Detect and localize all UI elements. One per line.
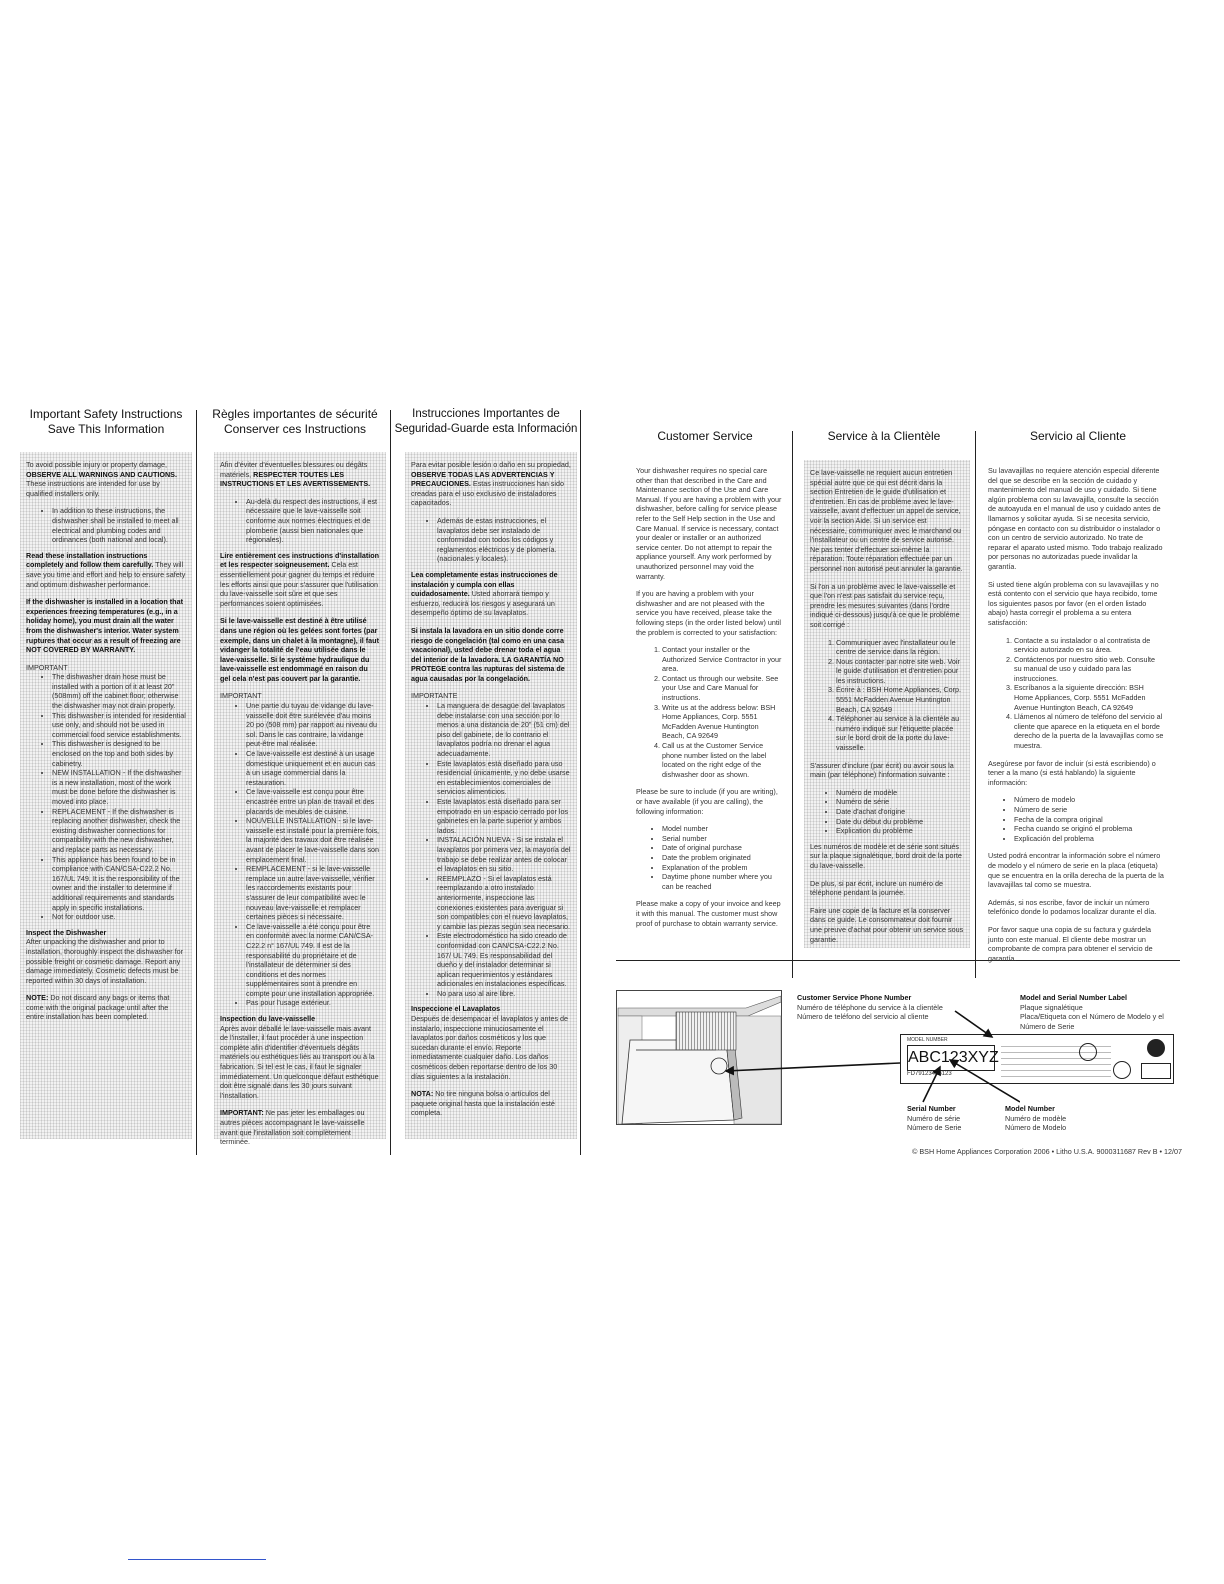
rating-label-model-header: MODEL NUMBER — [907, 1037, 948, 1043]
caption-model-title: Model Number — [1005, 1104, 1055, 1113]
es-inspect: Después de desempacar el lavaplatos y antes de instalarlo, inspeccione minuciosamente el lavaplatos por daños cosméticos y los que sucedan durante el envío. Reporte inmediatamente cualquier daño. Los daños cosméticos deben reportarse dentro de los 30 días siguientes a la instalación. — [411, 1014, 569, 1081]
cs-es-step: 4. Llámenos al número de teléfono del servicio al cliente que aparece en la etiqueta en el borde derecho de la puerta de la lavavajillas como se muestra. — [1014, 712, 1164, 750]
en-inspect-title: Inspect the Dishwasher — [26, 927, 107, 937]
caption-serial-es: Número de Serie — [907, 1123, 962, 1132]
es-imp-item: • INSTALACIÓN NUEVA - Si se instala el lavaplatos por primera vez, la mayoría del trabajo se debe realizar antes de colocar el lavaplatos en su sitio. — [437, 835, 571, 873]
bottom-link-underline — [128, 1559, 266, 1560]
arrow-serial — [923, 1067, 940, 1102]
cs-fr-p5: De plus, si par écrit, inclure un numéro de téléphone pendant la journée. — [810, 878, 944, 898]
fr-imp-item: • Une partie du tuyau de vidange du lave-vaisselle doit être surélevée d'au moins 20 po (508 mm) par rapport au niveau du sol. Dans le cas contraire, la vidange peut-être mal réalisée. — [246, 701, 380, 749]
header-es — [392, 407, 580, 437]
caption-phone-fr: Numéro de téléphone du service à la clientèle — [797, 1002, 943, 1012]
cs-es-p5: Además, si nos escribe, favor de incluir un número telefónico donde lo podamos localizar durante el día. — [988, 897, 1157, 917]
divider-left-3 — [580, 410, 581, 1155]
cs-es-p2: Si usted tiene algún problema con su lavavajillas y no está contento con el servicio que haya recibido, tome los siguientes pasos por favor (en el orden listado abajo) hasta corregir el problema a su entera satisfacción: — [988, 579, 1159, 627]
fr-bullet1: • Au-delà du respect des instructions, il est nécessaire que le lave-vaisselle soit conforme aux normes électriques et de plomberie (aussi bien nationales que régionales). — [246, 497, 380, 545]
cs-es-info-item: • Fecha cuando se originó el problema — [1014, 824, 1164, 834]
cs-es-step: 3. Escríbanos a la siguiente dirección: BSH Home Appliances, Corp. 5551 McFadden Avenue Huntington Beach, CA 92649 — [1014, 683, 1164, 712]
es-intro2: Estas instrucciones han sido creadas para el uso exclusivo de instaladores capacitados. — [411, 479, 564, 508]
cs-es-info-item: • Número de serie — [1014, 805, 1164, 815]
cs-fr-info — [810, 788, 964, 836]
es-inspect-title: Inspeccione el Lavaplatos — [411, 1004, 501, 1014]
cs-header-fr: Service à la Clientèle — [827, 429, 941, 443]
ul-logo-icon — [1079, 1043, 1097, 1061]
caption-model-es: Número de Modelo — [1005, 1123, 1067, 1132]
fr-imp-item: • Ce lave-vaisselle a été conçu pour être en conformité avec la norme CAN/CSA-C22.2 n° 167/UL 749. Il est de la responsabilité du propriétaire et de l'installateur de déterminer si des conditions et des normes supplémentaires sont à prendre en compte pour une installation appropriée. — [246, 922, 380, 999]
caption-model-fr: Numéro de modèle — [1005, 1113, 1067, 1123]
fr-note: Ne pas jeter les emballages ou autres pièces accompagnant le lave-vaisselle avant que l'installation soit complètement terminée. — [220, 1108, 365, 1147]
cs-fr-info-item: • Numéro de modèle — [836, 788, 964, 798]
cs-fr-p1: Ce lave-vaisselle ne requiert aucun entretien spécial autre que ce qui est décrit dans la section Entretien de le guide d'utilisation et d'entretien. En cas de problème avec le lave-vaisselle, avant d'effectuer un appel de service, voir la section Aide. Si un service est nécessaire, communiquer avec le marchand ou l'installateur ou un centre de service autorisé. Ne pas tenter d'effectuer soi-même la réparation. Toute réparation effectuée par un personnel non autorisé peut annuler la garantie. — [810, 468, 963, 573]
cs-fr-step: 2. Nous contacter par notre site web. Voir le guide d'utilisation et d'entretien pour les instructions. — [836, 657, 964, 686]
caption-serial — [907, 1104, 1007, 1133]
cs-en-step: 2. Contact us through our website. See your Use and Care Manual for instructions. — [662, 674, 782, 703]
cs-fr-info-item: • Numéro de série — [836, 797, 964, 807]
en-read-bold: Read these installation instructions completely and follow them carefully. — [26, 550, 154, 570]
caption-label-fr: Plaque signalétique — [1020, 1002, 1083, 1012]
cs-en-step: 4. Call us at the Customer Service phone number listed on the label located on the right edge of the dishwasher door as shown. — [662, 741, 782, 779]
arrow-model — [950, 1060, 1020, 1102]
en-note: Do not discard any bags or items that come with the original package until after the entire installation has been completed. — [26, 993, 170, 1022]
cs-fr-info-item: • Date d'achat d'origine — [836, 807, 964, 817]
es-freeze: Si instala la lavadora en un sitio donde corre riesgo de congelación (tal como en una casa vacacional), usted debe drenar toda el agua del interior de la lavadora. LA GARANTÍA NO PROTEGE contra las rupturas del sistema de agua causadas por la congelación. — [411, 625, 565, 683]
cs-en-info-item: • Explanation of the problem — [662, 863, 782, 873]
fr-intro: Afin d'éviter d'éventuelles blessures ou dégâts matériels, — [220, 460, 368, 479]
en-intro: To avoid possible injury or property damage, — [26, 460, 168, 469]
en-important: IMPORTANT — [26, 662, 68, 672]
cs-en-info — [636, 824, 782, 891]
cs-en-p1: Your dishwasher requires no special care other than that described in the Care and Maintenance section of the Use and Care Manual. If you are having a problem with your dishwasher, before calling for service please refer to the Self Help section in the Use and Care Manual. If service is necessary, contact your dealer or installer or an authorized service center. Do not attempt to repair the appliance yourself. Any work performed by unauthorized personnel may void the warranty. — [636, 466, 782, 581]
caption-phone-es: Número de teléfono del servicio al cliente — [797, 1012, 929, 1021]
cs-es-info — [988, 795, 1164, 843]
fr-imp-item: • NOUVELLE INSTALLATION - si le lave-vaisselle est installé pour la première fois, la majorité des travaux doit être réalisée avant de placer le lave-vaisselle dans son emplacement final. — [246, 816, 380, 864]
fr-imp-item: • Pas pour l'usage extérieur. — [246, 998, 380, 1008]
header-en-line2: Save This Information — [47, 422, 165, 436]
fr-important-list — [220, 701, 380, 1008]
cs-en-steps — [636, 645, 782, 779]
es-intro: Para evitar posible lesión o daño en su propiedad, — [411, 460, 571, 469]
cs-es-steps — [988, 636, 1164, 751]
header-fr-line1: Règles importantes de sécurité — [212, 407, 378, 421]
en-imp-item: • NEW INSTALLATION - If the dishwasher is a new installation, most of the work must be done before the dishwasher is moved into place. — [52, 768, 186, 806]
cs-es-info-item: • Explicación del problema — [1014, 834, 1164, 844]
cs-col-es — [984, 458, 1168, 979]
es-note-label: NOTA: — [411, 1089, 434, 1099]
cs-fr-p3: S'assurer d'inclure (par écrit) ou avoir sous la main (par téléphone) l'information suivante : — [810, 760, 954, 780]
caption-serial-fr: Numéro de série — [907, 1113, 961, 1123]
rating-label-model-box: ABC123XYZ — [907, 1045, 995, 1071]
caption-label-es: Placa/Etiqueta con el Número de Modelo y el Número de Serie — [1020, 1012, 1164, 1031]
cs-es-info-item: • Número de modelo — [1014, 795, 1164, 805]
fr-inspect-title: Inspection du lave-vaisselle — [220, 1014, 316, 1024]
en-bullet1: • In addition to these instructions, the dishwasher shall be installed to meet all electrical and plumbing codes and ordinances (both national and local). — [52, 506, 186, 544]
cs-es-step: 1. Contacte a su instalador o al contratista de servicio autorizado en su área. — [1014, 636, 1164, 655]
divider-right-1 — [792, 431, 793, 978]
en-imp-item: • This dishwasher is intended for residential use only, and should not be used in commercial food service establishments. — [52, 711, 186, 740]
cs-fr-info-item: • Explication du problème — [836, 826, 964, 836]
en-imp-item: • This dishwasher is designed to be enclosed on the top and both sides by cabinetry. — [52, 739, 186, 768]
cs-en-info-item: • Model number — [662, 824, 782, 834]
fr-inspect: Après avoir déballé le lave-vaisselle mais avant de l'installer, il faut procéder à une inspection complète afin d'identifier d'éventuels dégâts matériels ou esthétiques liés au transport ou à la fabrication. Si tel est le cas, il faut le signaler immédiatement. Un quelconque défaut esthétique doit être signalé dans les 30 jours suivant l'installation. — [220, 1023, 379, 1100]
cs-es-step: 2. Contáctenos por nuestro sitio web. Consulte su manual de uso y cuidado para las instrucciones. — [1014, 655, 1164, 684]
divider-left-2 — [390, 410, 391, 1155]
cs-en-step: 3. Write us at the address below: BSH Home Appliances, Corp. 5551 McFadden Avenue Huntington Beach, CA 92649 — [662, 703, 782, 741]
en-inspect: After unpacking the dishwasher and prior to installation, thoroughly inspect the dishwasher for possible freight or cosmetic damage. Report any damage immediately. Cosmetic defects must be reported within 30 days of installation. — [26, 937, 184, 985]
fr-imp-item: • REMPLACEMENT - si le lave-vaisselle remplace un autre lave-vaisselle, vérifier les raccordements existants pour s'assurer de leur compatibilité avec le nouveau lave-vaisselle et remplacer certaines pièces si nécessaire. — [246, 864, 380, 922]
en-imp-item: • REPLACEMENT - If the dishwasher is replacing another dishwasher, check the existing dishwasher connections for compatibility with the new dishwasher, and replace parts as necessary. — [52, 807, 186, 855]
fr-freeze: Si le lave-vaisselle est destiné à être utilisé dans une région où les gelées sont fortes (par exemple, dans un chalet à la montagne), il faut vidanger la totalité de l'eau utilisée dans le lave-vaisselle. Si le système hydraulique du lave-vaisselle est endommagé en raison du gel cela n'est pas couvert par la garantie. — [220, 616, 379, 683]
fr-read: Cela est essentiellement pour gagner du temps et réduire les efforts ainsi que pour s'assurer que l'utilisation du lave-vaisselle soit sûre et que ses performances soient optimisées. — [220, 560, 379, 608]
safety-panel-fr — [214, 452, 386, 1147]
cs-en-info-item: • Date the problem originated — [662, 853, 782, 863]
fr-note-label: IMPORTANT: — [220, 1108, 264, 1118]
fr-imp-item: • Ce lave-vaisselle est destiné à un usage domestique uniquement et en aucun cas à un usage commercial dans la restauration. — [246, 749, 380, 787]
cs-fr-p2: Si l'on a un problème avec le lave-vaisselle et que l'on n'est pas satisfait du service reçu, prendre les mesures suivantes (dans l'ordre indiqué ci-dessous) jusqu'à ce que le problème soit corrigé : — [810, 581, 960, 629]
en-important-list — [26, 672, 186, 921]
cs-es-p3: Asegúrese por favor de incluir (si está escribiendo) o tener a la mano (si está hablando) la siguiente información: — [988, 758, 1156, 787]
cs-header-en: Customer Service — [657, 429, 753, 443]
safety-panel-en — [20, 452, 192, 1139]
cs-fr-p6: Faire une copie de la facture et la conserver dans ce guide. Le consommateur doit fournir une preuve d'achat pour obtenir un service sous garantie. — [810, 905, 964, 944]
cs-header-es: Servicio al Cliente — [1029, 429, 1127, 443]
cs-fr-step: 1. Communiquer avec l'installateur ou le centre de service dans la région. — [836, 638, 964, 657]
en-imp-item: • Not for outdoor use. — [52, 912, 186, 922]
cs-fr-step: 3. Écrire à : BSH Home Appliances, Corp. 5551 McFadden Avenue Huntington Beach, CA 92649 — [836, 685, 964, 714]
cs-fr-steps — [810, 638, 964, 753]
en-note-label: NOTE: — [26, 993, 49, 1003]
es-important-list — [411, 701, 571, 998]
etl-logo-icon — [1113, 1061, 1131, 1079]
header-en-line1: Important Safety Instructions — [29, 407, 183, 421]
diagram-arrows — [720, 1002, 1020, 1105]
cs-en-info-item: • Date of original purchase — [662, 843, 782, 853]
caption-serial-title: Serial Number — [907, 1104, 956, 1113]
en-imp-item: • This appliance has been found to be in compliance with CAN/CSA-C22.2 No. 167/UL 749. It is the responsibility of the owner and the installer to determine if additional requirements and standards apply in specific installations. — [52, 855, 186, 913]
header-fr — [200, 407, 390, 437]
header-es-line2: Seguridad-Guarde esta Información — [394, 423, 578, 435]
footer-copyright: © BSH Home Appliances Corporation 2006 • Litho U.S.A. 9000311687 Rev B • 12/07 — [912, 1147, 1182, 1156]
divider-right-2 — [975, 431, 976, 978]
es-intro-bold: OBSERVE TODAS LAS ADVERTENCIAS Y PRECAUCIONES. — [411, 469, 555, 489]
cs-en-p2: If you are having a problem with your dishwasher and are not pleased with the service you have received, please take the following steps (in the order listed below) until the problem is corrected to your satisfaction: — [636, 589, 782, 637]
cs-en-p4: Please make a copy of your invoice and keep it with this manual. The customer must show proof of purchase to obtain warranty service. — [636, 899, 781, 928]
safety-panel-es — [405, 452, 577, 1139]
en-imp-item: • The dishwasher drain hose must be installed with a portion of it at least 20" (508mm) off the cabinet floor; otherwise the dishwasher may not drain properly. — [52, 672, 186, 710]
caption-phone-title: Customer Service Phone Number — [797, 993, 912, 1002]
cs-en-p3: Please be sure to include (if you are writing), or have available (if you are calling), the following information: — [636, 787, 778, 816]
cs-en-info-item: • Serial number — [662, 834, 782, 844]
en-freeze: If the dishwasher is installed in a location that experiences freezing temperatures (e.g., in a holiday home), you must drain all the water from the dishwasher's interior. Water system ruptures that occur as a result of freezing are NOT COVERED BY WARRANTY. — [26, 597, 183, 655]
fr-intro-bold: RESPECTER TOUTES LES INSTRUCTIONS ET LES AVERTISSEMENTS. — [220, 469, 371, 489]
cs-es-p4: Usted podrá encontrar la información sobre el número de modelo y el número de serie en la placa (etiqueta) que se encuentra en la orilla derecha de la puerta de la lavavajillas tal como se muestra. — [988, 851, 1164, 890]
rating-label-serial: FD79123456123 — [907, 1071, 952, 1077]
en-read: They will save you time and effort and help to ensure safety and optimum dishwasher performance. — [26, 560, 186, 589]
header-fr-line2: Conserver ces Instructions — [223, 422, 367, 436]
es-important: IMPORTANTE — [411, 691, 458, 701]
es-imp-item: • No para uso al aire libre. — [437, 989, 571, 999]
arrow-label — [726, 1063, 900, 1071]
es-read-bold: Lea completamente estas instrucciones de instalación y cumpla con ellas cuidadosamente. — [411, 569, 558, 599]
cs-col-fr — [804, 460, 970, 948]
cs-es-info-item: • Fecha de la compra original — [1014, 815, 1164, 825]
caption-model — [1005, 1104, 1105, 1133]
cs-en-info-item: • Daytime phone number where you can be reached — [662, 872, 782, 891]
cs-es-p1: Su lavavajillas no requiere atención especial diferente del que se describe en la sección de cuidado y mantenimiento del manual de uso y cuidado. Si tiene algún problema con su lavavajilla, consulte la sección de autoayuda en el manual de uso y cuidado antes de llamarnos y solicitar ayuda. Si se necesita servicio, póngase en contacto con su distribuidor o instalador o con un centro de servicio autorizado. No trate de reparar el aparato usted mismo. Todo trabajo realizado por personas no autorizadas puede invalidar la garantía. — [988, 466, 1163, 571]
es-imp-item: • Este lavaplatos está diseñado para ser empotrado en un espacio cerrado por los gabinetes en la parte superior y ambos lados. — [437, 797, 571, 835]
header-en — [20, 407, 192, 437]
fr-imp-item: • Ce lave-vaisselle est conçu pour être encastrée entre un plan de travail et des placards de meubles de cuisine. — [246, 787, 380, 816]
es-imp-item: • Este electrodoméstico ha sido creado de conformidad con CAN/CSA-C22.2 No. 167/ UL 749. Es responsabilidad del dueño y del instalador determinar si aplican requerimientos y estándares adicionales en instalaciones específicas. — [437, 931, 571, 989]
fr-important: IMPORTANT — [220, 691, 262, 701]
arrow-phone — [955, 1011, 992, 1037]
cs-fr-step: 4. Téléphoner au service à la clientèle au numéro indiqué sur l'étiquette placée sur le bord droit de la porte du lave-vaisselle. — [836, 714, 964, 752]
header-es-line1: Instrucciones Importantes de — [412, 408, 560, 420]
cs-fr-info-item: • Date du début du problème — [836, 817, 964, 827]
es-imp-item: • La manguera de desagüe del lavaplatos debe instalarse con una sección por lo menos a una distancia de 20" (51 cm) del piso del gabinete, de lo contrario el lavaplatos podría no drenar el agua adecuadamente. — [437, 701, 571, 759]
es-imp-item: • Este lavaplatos está diseñado para uso residencial únicamente, y no debe usarse en establecimientos comerciales de servicios alimenticios. — [437, 759, 571, 797]
en-intro2: These instructions are intended for use by qualified installers only. — [26, 479, 160, 498]
fr-read-bold: Lire entièrement ces instructions d'installation et les respecter soigneusement. — [220, 550, 380, 570]
cs-col-en — [632, 458, 786, 944]
en-intro-bold: OBSERVE ALL WARNINGS AND CAUTIONS. — [26, 469, 177, 479]
cs-es-p6: Por favor saque una copia de su factura y guárdela junto con este manual. El cliente debe mostrar un comprobante de compra para obtener el servicio de garantía. — [988, 924, 1153, 963]
cs-fr-p4: Les numéros de modèle et de série sont situés sur la plaque signalétique, bord droit de la porte du lave-vaisselle. — [810, 841, 962, 870]
caption-label — [1020, 993, 1180, 1031]
es-imp-item: • REEMPLAZO - Si el lavaplatos está reemplazando a otro instalado anteriormente, inspeccione las conexiones existentes para averiguar si son compatibles con el nuevo lavaplatos, y cambie las piezas según sea necesario. — [437, 874, 571, 932]
es-read: Usted ahorrará tiempo y esfuerzo, reducirá los riesgos y asegurará un desempeño óptimo de su lavaplatos. — [411, 589, 555, 618]
cert-box-icon — [1141, 1063, 1171, 1079]
seal-logo-icon — [1147, 1039, 1165, 1057]
es-bullet1: • Además de estas instrucciones, el lavaplatos debe ser instalado de conformidad con todos los códigos y reglamentos eléctricos y de plomería. (nacionales y locales). — [437, 516, 571, 564]
caption-label-title: Model and Serial Number Label — [1020, 993, 1128, 1002]
divider-left-1 — [196, 410, 197, 1155]
es-note: No tire ninguna bolsa o artículos del paquete original hasta que la instalación esté completa. — [411, 1089, 555, 1118]
cs-en-step: 1. Contact your installer or the Authorized Service Contractor in your area. — [662, 645, 782, 674]
